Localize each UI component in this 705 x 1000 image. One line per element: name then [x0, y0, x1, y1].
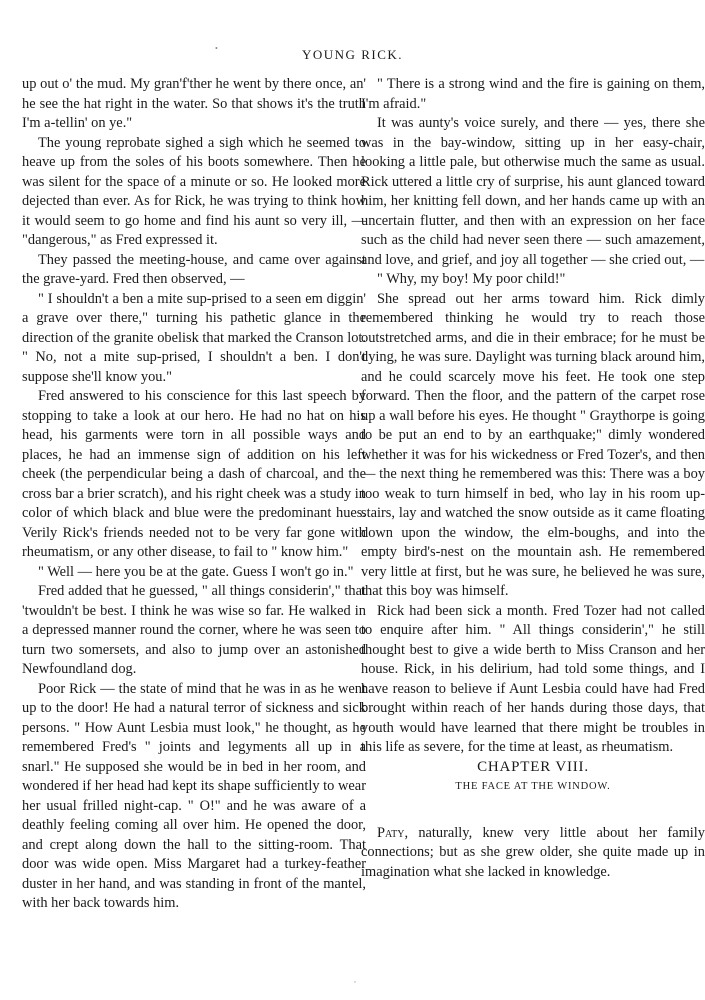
- chapter-subtitle: THE FACE AT THE WINDOW.: [455, 781, 611, 792]
- paragraph: Fred answered to his conscience for this last speech by stopping to take a look at our hero. He had no hat on his head, his garments were torn in all possible ways and places, he had an immense sign of addition on his left cheek (the perpendicular being a dash of charcoal, and the cross bar a brier scratch), and his right cheek was a study in color of which black and blue were the predominant hues. Verily Rick's friends needed not to be very far gone with rheumatism, or any other disease, to fail to " know him.": [22, 388, 366, 560]
- paragraph: " There is a strong wind and the fire is gaining on them, I'm afraid.": [361, 76, 705, 112]
- opening-text: , naturally, knew very little about her family connections; but as she grew older, she quite made up in imagination what she lacked in knowledge.: [361, 824, 705, 880]
- paragraph: Fred added that he guessed, " all things considerin'," that 'twouldn't be best. I think he was wise so far. He walked in a depressed manner round the corner, where he was seen to turn two somersets, and also to jump over an astonished Newfoundland dog.: [22, 583, 366, 677]
- right-column: [361, 75, 705, 882]
- running-head: YOUNG RICK.: [302, 47, 403, 62]
- page-mark: ,: [354, 975, 356, 984]
- paragraph: She spread out her arms toward him. Rick dimly remembered thinking he would try to reach those outstretched arms, and die in their embrace; for he must be dying, he was sure. Daylight was turning black around him, and he could scarcely move his feet. He took one step forward. Then the floor, and the pattern of the carpet rose up a wall before his eyes. He thought " Graythorpe is going to be put an end to by an earthquake;" dimly wondered whether it was for his wickedness or Fred Tozer's, and then — the next thing he remembered was this: There was a boy too weak to turn himself in bed, who lay in his room up-stairs, lay and watched the snow outside as it came floating down upon the window, the elm-boughs, and into the empty bird's-nest on the mountain ash. He remembered very little at first, but he was sure, he believed he was sure, that this boy was himself.: [361, 290, 705, 599]
- paragraph: Poor Rick — the state of mind that he was in as he went up to the door! He had a natural terror of sickness and sick persons. " How Aunt Lesbia must look," he thought, as he remembered Fred's " joints and legyments all up in a snarl." He supposed she would be in bed in her room, and wondered if her head had kept its shape sufficiently to wear her usual frilled night-cap. " O!" and he was aware of a deathly feeling coming all over him. He opened the door, and crept along down the hall to the sitting-room. That door was wide open. Miss Margaret had a turkey-feather duster in her hand, and was standing in front of the mantel, with her back towards him.: [22, 680, 366, 911]
- paragraph: up out o' the mud. My gran'f'ther he went by there once, an' he see the hat right in the water. So that shows it's the truth I'm a-tellin' on ye.": [22, 76, 366, 131]
- paragraph: " Why, my boy! My poor child!": [377, 271, 566, 287]
- chapter-heading: CHAPTER VIII.: [477, 758, 589, 775]
- paragraph: Rick had been sick a month. Fred Tozer had not called to enquire after him. " All things considerin'," he still thought best to give a wide berth to Miss Cranson and her house. Rick, in his delirium, had told some things, and I have reason to believe if Aunt Lesbia could have had Fred brought within reach of her hands during those days, that youth would have learned that there might be troubles in this life as severe, for the time at least, as rheumatism.: [361, 602, 705, 755]
- paragraph: It was aunty's voice surely, and there — yes, there she was in the bay-window, sitting up in her easy-chair, looking a little pale, but otherwise much the same as usual. Rick uttered a little cry of surprise, his aunt glanced toward him, her knitting fell down, and her hands came up with an uncertain flutter, and then with an expression on her face such as the child had never seen there — such amazement, and love, and grief, and joy all together — she cried out, —: [361, 115, 705, 268]
- paragraph: They passed the meeting-house, and came over against the grave-yard. Fred then observed, —: [22, 251, 366, 287]
- paragraph: " I shouldn't a ben a mite sup-prised to a seen em diggin' a grave over there," turning his pathetic glance in the direction of the granite obelisk that marked the Cranson lot. " No, not a mite sup-prised, I shouldn't a ben. I don't suppose she'll know you.": [22, 290, 366, 385]
- paragraph: The young reprobate sighed a sigh which he seemed to heave up from the soles of his boots somewhere. Then he was silent for the space of a minute or so. He looked more dejected than ever. As for Rick, he was trying to think how it would seem to go home and find his aunt so very ill, — "dangerous," as Fred expressed it.: [22, 134, 366, 248]
- opening-word: Paty: [377, 824, 405, 841]
- left-column: [22, 75, 366, 914]
- page-speck: •: [215, 44, 218, 53]
- paragraph: " Well — here you be at the gate. Guess I won't go in.": [38, 563, 354, 580]
- chapter-opening-paragraph: [361, 824, 705, 883]
